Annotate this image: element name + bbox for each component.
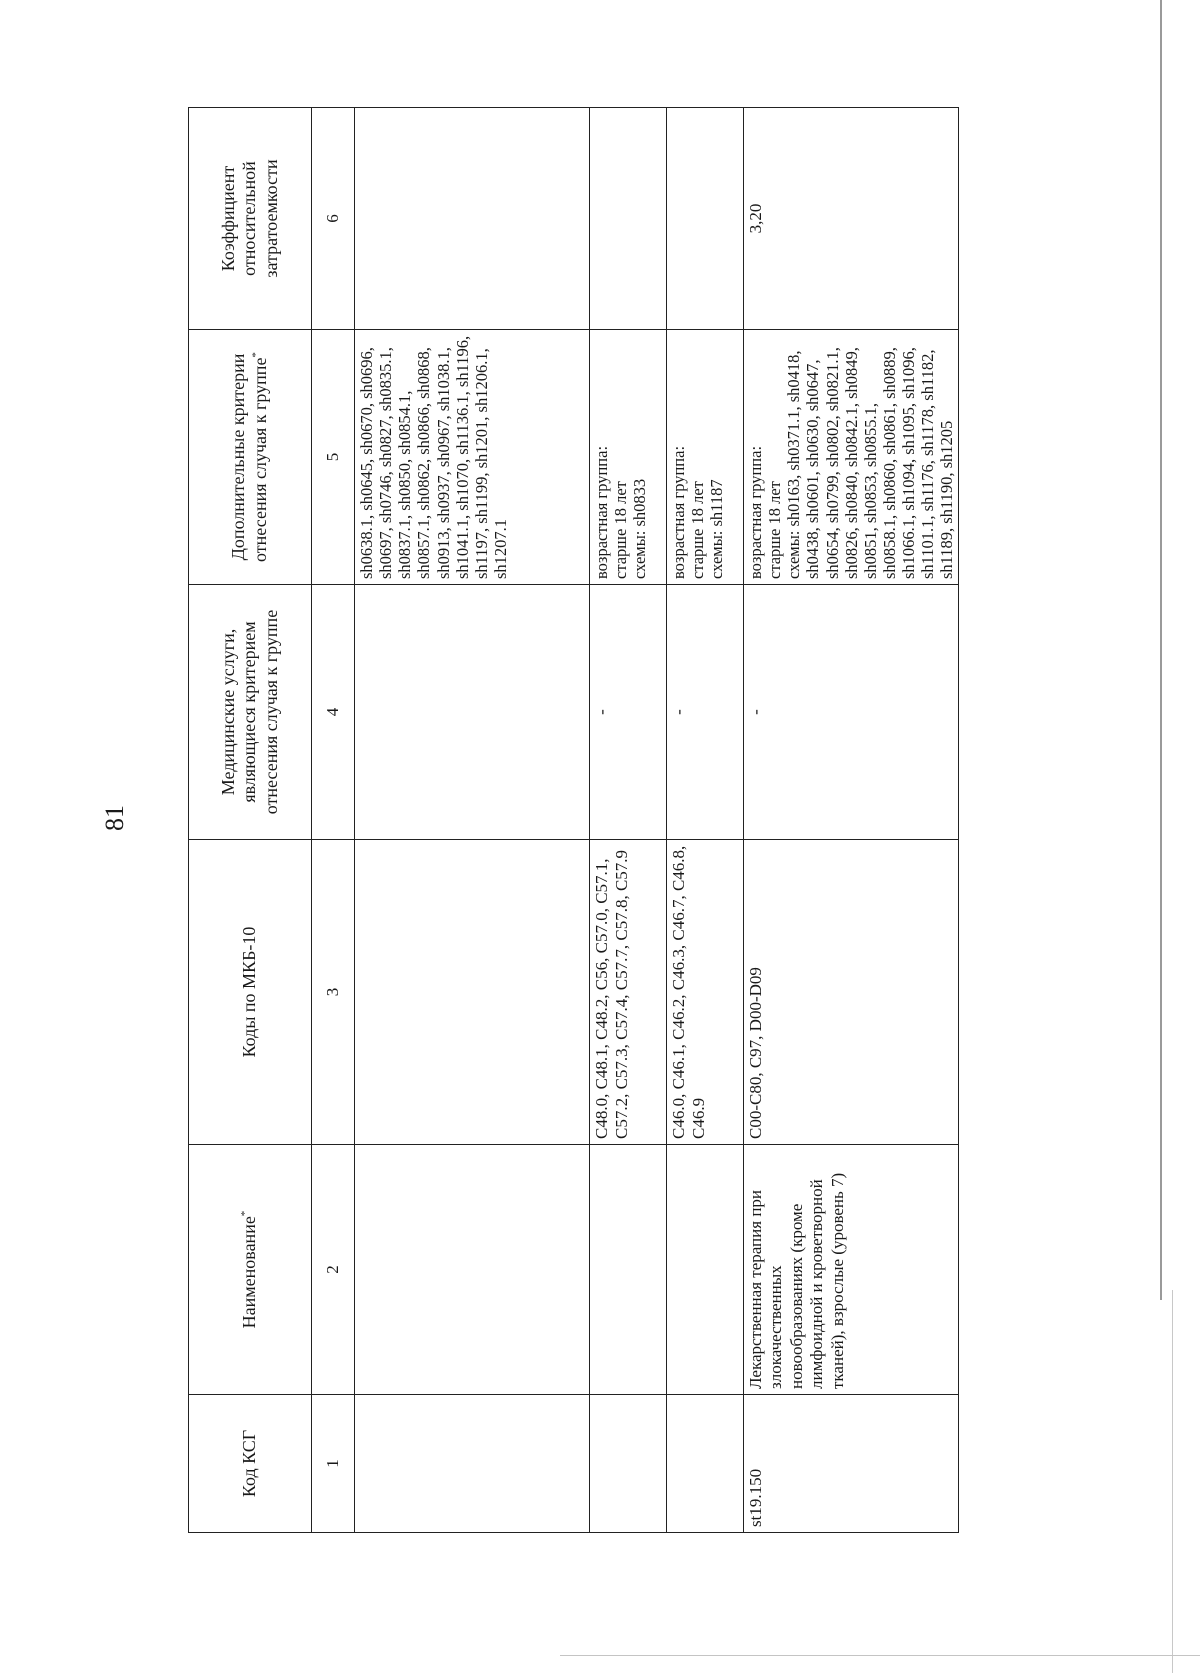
cell-services: - — [744, 585, 959, 840]
column-number: 2 — [312, 1145, 355, 1395]
cell-code — [355, 1395, 590, 1533]
table-row — [590, 108, 667, 1533]
cell-coefficient — [355, 108, 590, 330]
header-services: Медицинские услуги, являющиеся критерием отнесения случая к группе — [189, 585, 312, 840]
cell-name: Лекарственная терапия при злокачественных новообразованиях (кроме лимфоидной и кроветворной тканей), взрослые (уровень 7) — [744, 1145, 959, 1395]
header-ksg-code: Код КСГ — [189, 1395, 312, 1533]
cell-mkb: C48.0, C48.1, C48.2, C56, C57.0, C57.1, C57.2, C57.3, C57.4, C57.7, C57.8, C57.9 — [590, 840, 667, 1145]
cell-services — [355, 585, 590, 840]
column-number: 4 — [312, 585, 355, 840]
cell-mkb — [355, 840, 590, 1145]
cell-mkb: C46.0, C46.1, C46.2, C46.3, C46.7, C46.8, C46.9 — [667, 840, 744, 1145]
cell-name — [355, 1145, 590, 1395]
cell-mkb: C00-C80, C97, D00-D09 — [744, 840, 959, 1145]
cell-criteria: возрастная группа: старше 18 лет схемы: sh1187 — [667, 330, 744, 585]
header-row — [189, 108, 312, 1533]
cell-criteria: возрастная группа: старше 18 лет схемы: sh0163, sh0371.1, sh0418, sh0438, sh0601, sh0630, sh0647, sh0654, sh0799, sh0802, sh0821.1, sh0826, sh0840, sh0842.1, sh0849, sh0851, sh0853, sh0855.1, sh0858.1, sh0860, sh0861, sh0889, sh1066.1, sh1094, sh1095, sh1096, sh1101.1, sh1176, sh1178, sh1182, sh1189, sh1190, sh1205 — [744, 330, 959, 585]
header-criteria: Дополнительные критерии отнесения случая к группе* — [189, 330, 312, 585]
cell-name — [667, 1145, 744, 1395]
cell-code — [590, 1395, 667, 1533]
rotated-table-container — [188, 108, 1200, 1533]
criteria-schemes: схемы: sh0163, sh0371.1, sh0418, sh0438, sh0601, sh0630, sh0647, sh0654, sh0799, sh0802, sh0821.1, sh0826, sh0840, sh0842.1, sh0849, sh0851, sh0853, sh0855.1, sh0858.1, sh0860, sh0861, sh0889, sh1066.1, sh1094, sh1095, sh1096, sh1101.1, sh1176, sh1178, sh1182, sh1189, sh1190, sh1205 — [784, 347, 957, 579]
page-edge-bottom — [560, 1655, 1200, 1656]
header-coefficient: Коэффициент относительной затратоемкости — [189, 108, 312, 330]
header-mkb-codes: Коды по МКБ-10 — [189, 840, 312, 1145]
table-row — [667, 108, 744, 1533]
column-number: 5 — [312, 330, 355, 585]
cell-criteria: возрастная группа: старше 18 лет схемы: sh0833 — [590, 330, 667, 585]
ksg-table — [188, 107, 959, 1533]
page-number: 81 — [100, 805, 129, 831]
cell-code — [667, 1395, 744, 1533]
table-row — [355, 108, 590, 1533]
cell-services: - — [590, 585, 667, 840]
column-number: 6 — [312, 108, 355, 330]
cell-coefficient — [667, 108, 744, 330]
cell-coefficient: 3,20 — [744, 108, 959, 330]
table-row — [744, 108, 959, 1533]
cell-services: - — [667, 585, 744, 840]
cell-coefficient — [590, 108, 667, 330]
cell-code: st19.150 — [744, 1395, 959, 1533]
cell-criteria: sh0638.1, sh0645, sh0670, sh0696, sh0697, sh0746, sh0827, sh0835.1, sh0837.1, sh0850, sh0854.1, sh0857.1, sh0862, sh0866, sh0868, sh0913, sh0937, sh0967, sh1038.1, sh1041.1, sh1070, sh1136.1, sh1196, sh1197, sh1199, sh1201, sh1206.1, sh1207.1 — [355, 330, 590, 585]
column-number: 3 — [312, 840, 355, 1145]
column-number: 1 — [312, 1395, 355, 1533]
header-name: Наименование* — [189, 1145, 312, 1395]
column-number-row — [312, 108, 355, 1533]
cell-name — [590, 1145, 667, 1395]
